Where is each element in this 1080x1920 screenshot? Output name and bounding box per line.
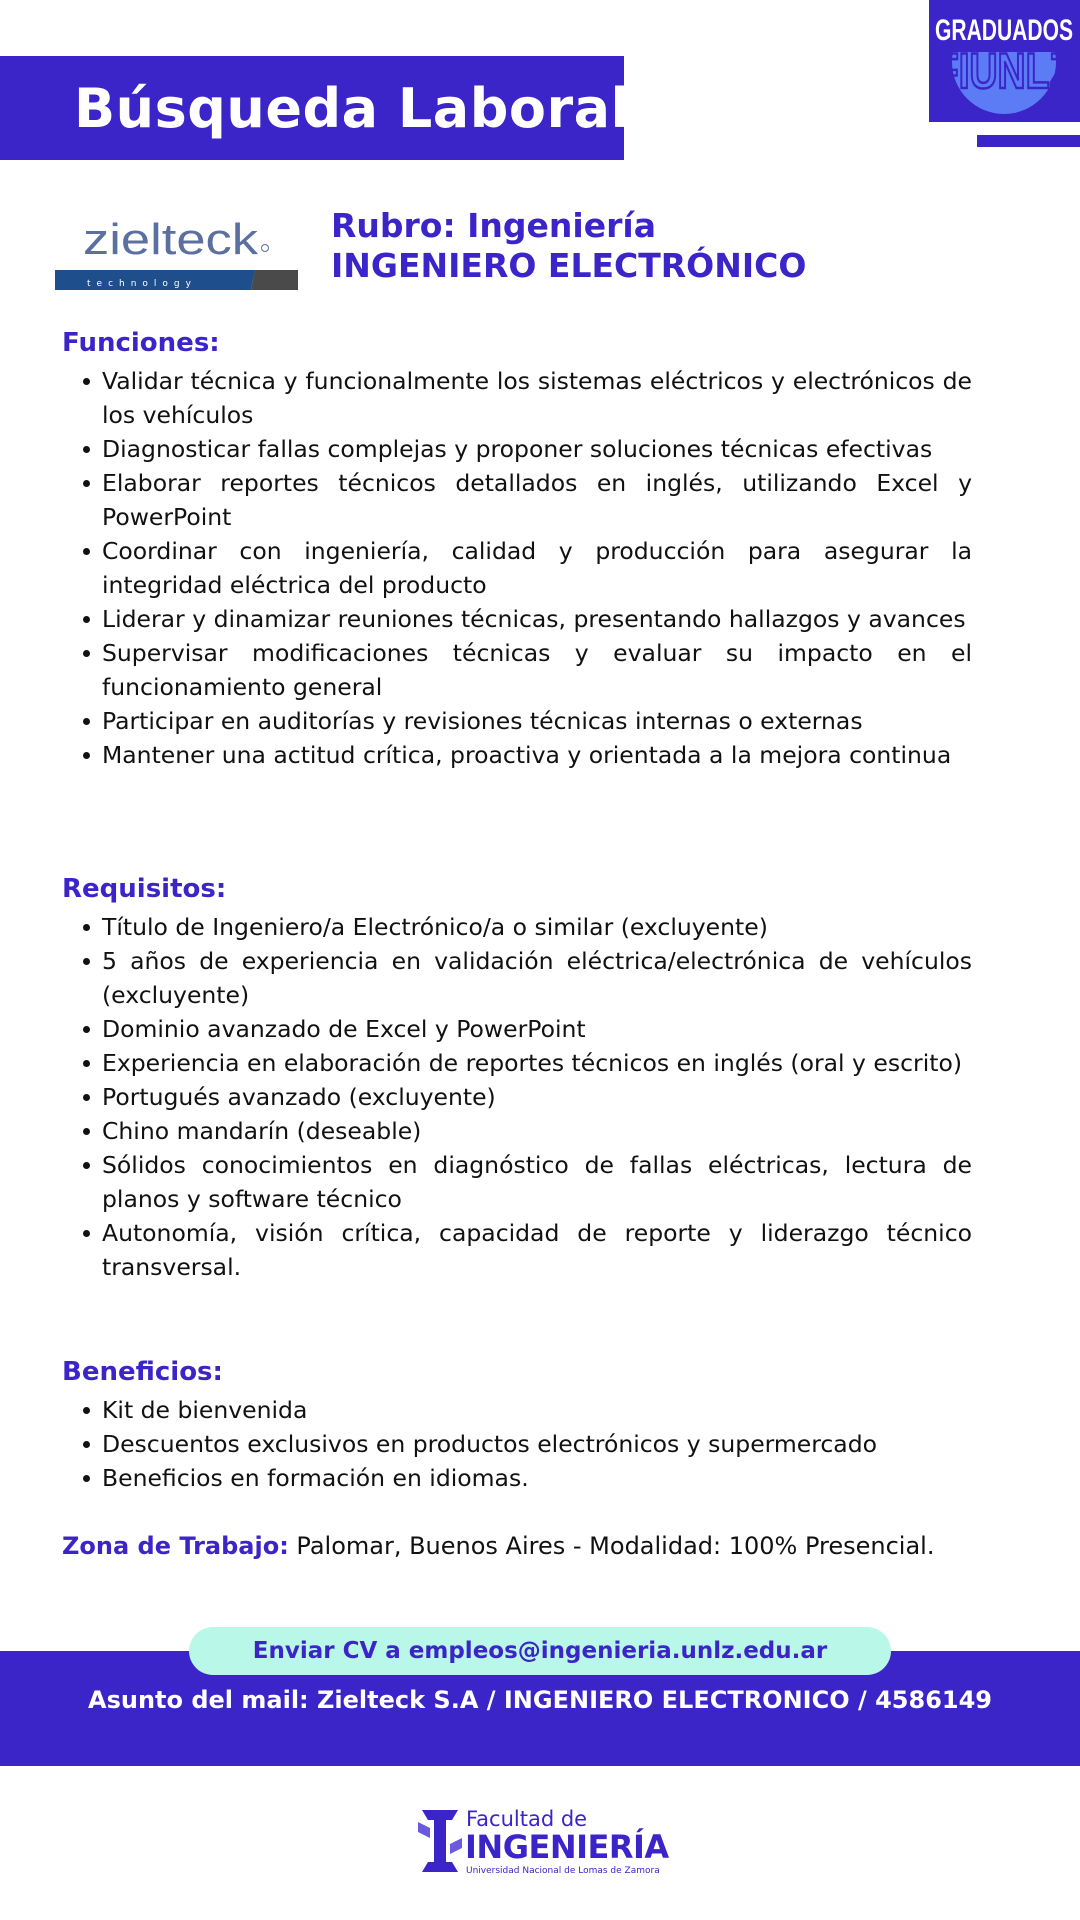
zielteck-wordmark: zielteck: [83, 215, 260, 264]
send-cv-pill[interactable]: [189, 1627, 891, 1675]
send-cv-text: Enviar CV a empleos@ingenieria.unlz.edu.ar: [252, 1638, 828, 1664]
list-item: Autonomía, visión crítica, capacidad de reporte y liderazgo técnico transversal.: [102, 1216, 972, 1284]
list-item: Chino mandarín (deseable): [102, 1114, 972, 1148]
work-zone-label: Zona de Trabajo:: [62, 1532, 289, 1560]
graduados-logo-line1: GRADUADOS: [935, 14, 1073, 47]
work-zone: [62, 1532, 934, 1560]
list-item: Validar técnica y funcionalmente los sistemas eléctricos y electrónicos de los vehículos: [102, 364, 972, 432]
list-item: Título de Ingeniero/a Electrónico/a o similar (excluyente): [102, 910, 972, 944]
email-subject: Asunto del mail: Zielteck S.A / INGENIERO ELECTRONICO / 4586149: [88, 1686, 992, 1714]
list-item: Supervisar modificaciones técnicas y evaluar su impacto en el funcionamiento general: [102, 636, 972, 704]
list-item: Coordinar con ingeniería, calidad y producción para asegurar la integridad eléctrica del producto: [102, 534, 972, 602]
job-title: INGENIERO ELECTRÓNICO: [331, 246, 807, 285]
rubro-label: Rubro: Ingeniería: [331, 206, 656, 245]
page-title: Búsqueda Laboral: [74, 76, 630, 140]
ingenieria-label: INGENIERÍA: [465, 1828, 669, 1866]
list-item: Liderar y dinamizar reuniones técnicas, presentando hallazgos y avances: [102, 602, 972, 636]
universidad-label: Universidad Nacional de Lomas de Zamora: [466, 1866, 660, 1876]
list-item: Descuentos exclusivos en productos electrónicos y supermercado: [102, 1427, 972, 1461]
graduados-underline: [977, 135, 1080, 147]
graduados-fiunlz-logo: [929, 0, 1080, 122]
list-item: Kit de bienvenida: [102, 1393, 972, 1427]
list-item: Dominio avanzado de Excel y PowerPoint: [102, 1012, 972, 1046]
list-item: 5 años de experiencia en validación eléctrica/electrónica de vehículos (excluyente): [102, 944, 972, 1012]
requisitos-title: Requisitos:: [62, 874, 227, 904]
list-item: Experiencia en elaboración de reportes técnicos en inglés (oral y escrito): [102, 1046, 972, 1080]
graduados-logo-line2: FIUNLZ: [935, 43, 1073, 99]
list-item: Mantener una actitud crítica, proactiva y orientada a la mejora continua: [102, 738, 972, 772]
list-item: Sólidos conocimientos en diagnóstico de fallas eléctricas, lectura de planos y software técnico: [102, 1148, 972, 1216]
zielteck-tagline: technology: [87, 279, 197, 289]
facultad-label: Facultad de: [466, 1807, 588, 1831]
list-item: Elaborar reportes técnicos detallados en inglés, utilizando Excel y PowerPoint: [102, 466, 972, 534]
funciones-title: Funciones:: [62, 328, 220, 358]
beneficios-title: Beneficios:: [62, 1357, 223, 1387]
requisitos-list: [102, 910, 972, 1284]
list-item: Diagnosticar fallas complejas y proponer soluciones técnicas efectivas: [102, 432, 972, 466]
list-item: Portugués avanzado (excluyente): [102, 1080, 972, 1114]
funciones-list: [102, 364, 972, 772]
job-heading: [331, 206, 806, 286]
list-item: Beneficios en formación en idiomas.: [102, 1461, 972, 1495]
header-band: [0, 56, 630, 160]
zielteck-logo: [55, 210, 298, 290]
list-item: Participar en auditorías y revisiones técnicas internas o externas: [102, 704, 972, 738]
beneficios-list: [102, 1393, 972, 1495]
work-zone-value: Palomar, Buenos Aires - Modalidad: 100% Presencial.: [288, 1532, 935, 1560]
